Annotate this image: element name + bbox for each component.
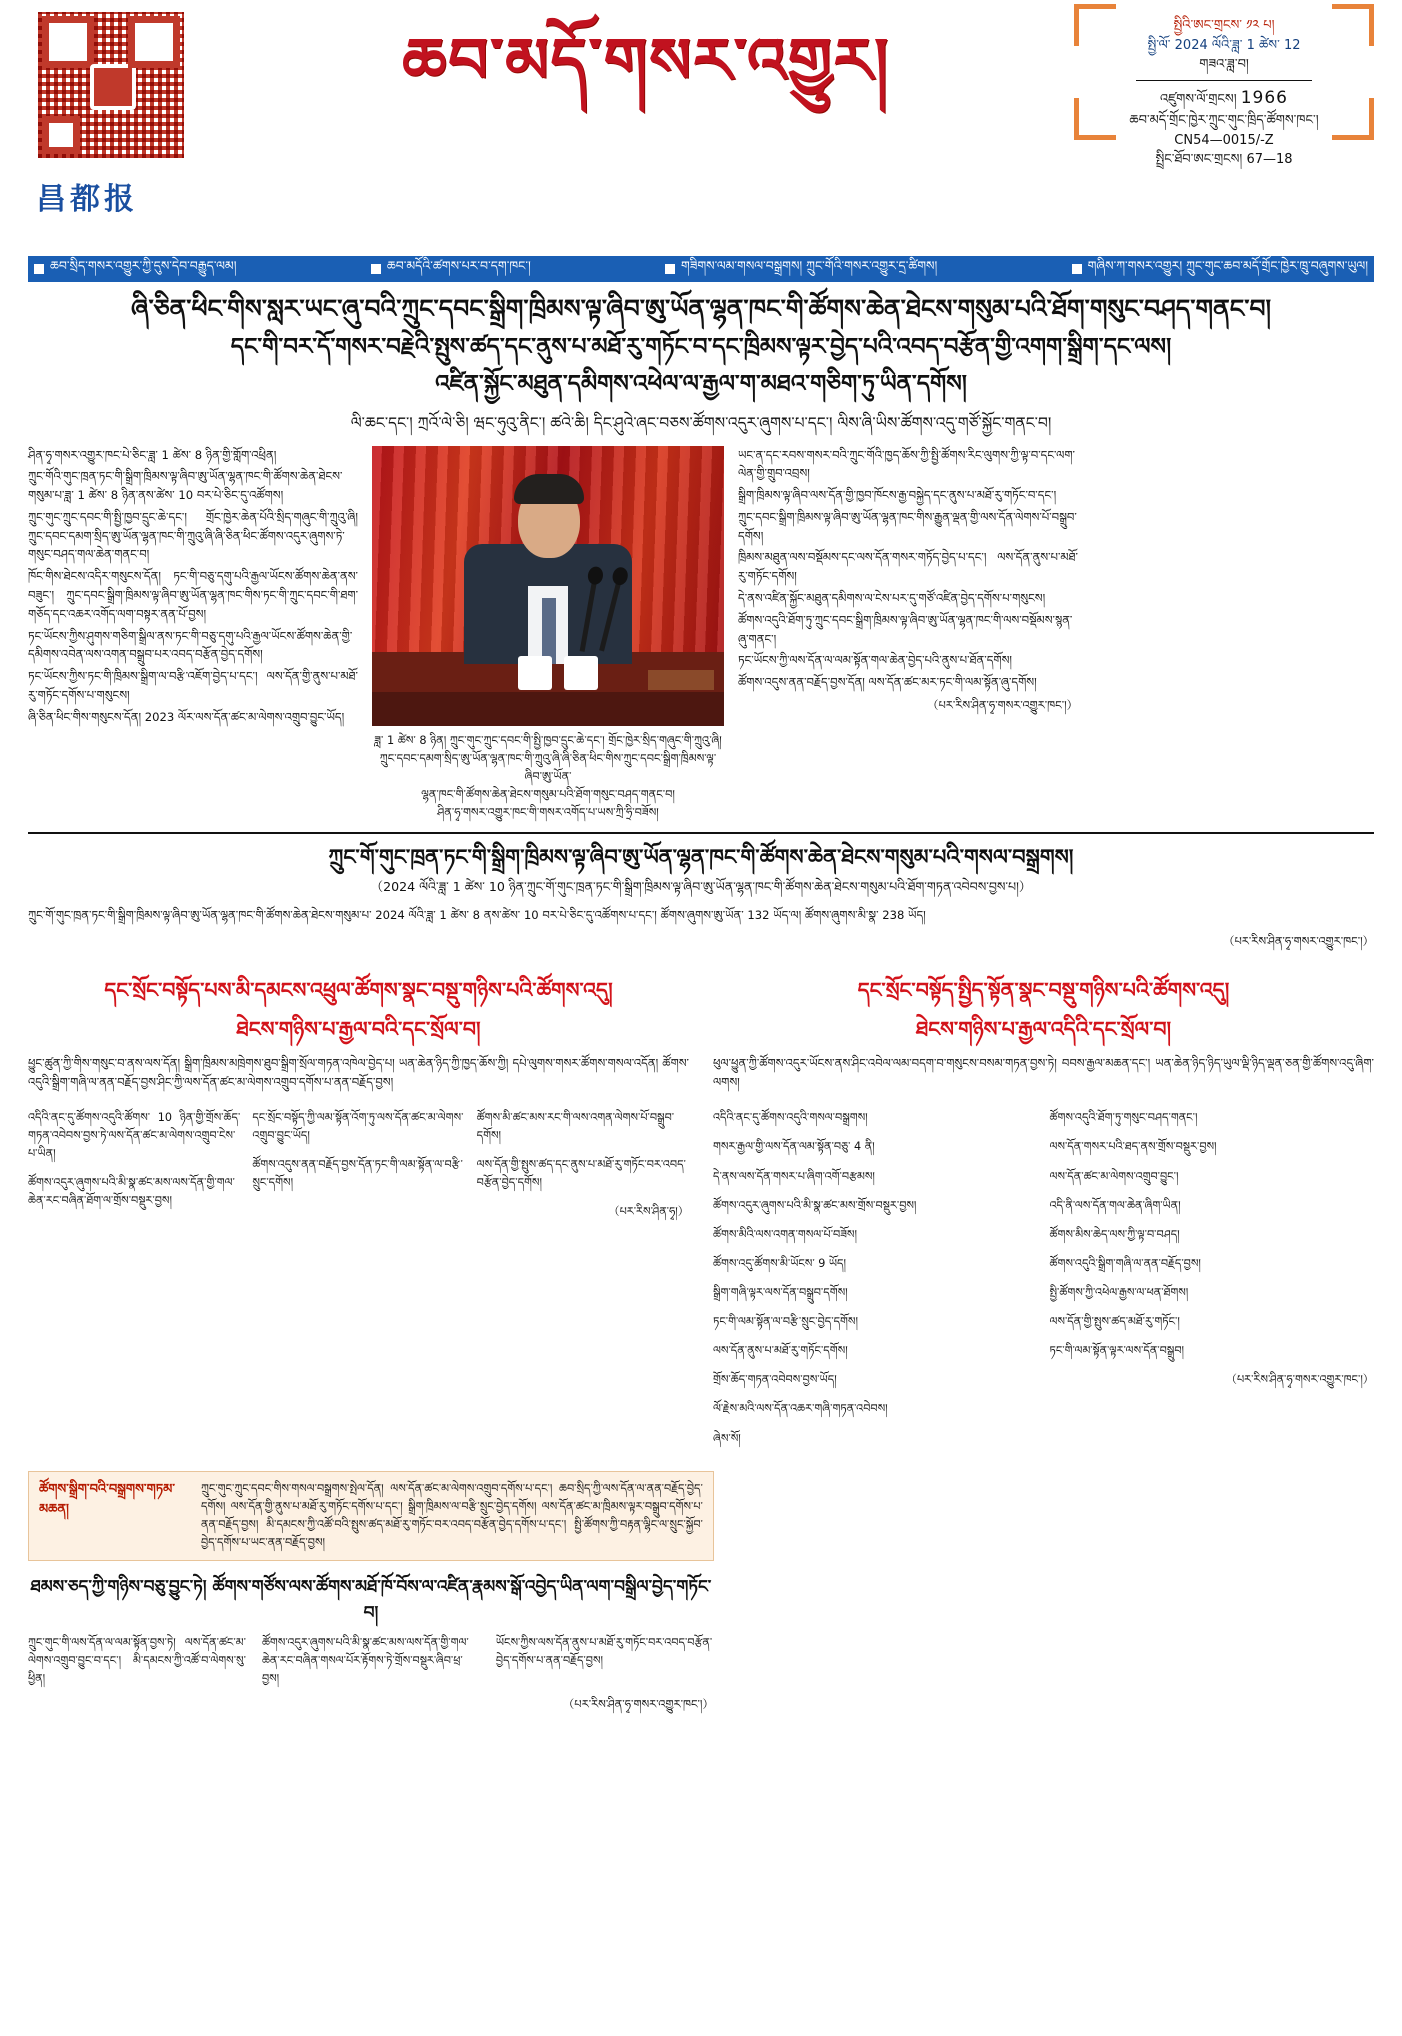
section-divider <box>28 832 1374 834</box>
paragraph: ཞེས་སོ། <box>713 1431 741 1445</box>
bottom-columns <box>28 1634 714 1688</box>
paragraph: ཚོགས་འདུར་ཞུགས་པའི་མི་སྣ་ཚང་མས་གྲོས་བསྡུར་བྱས། <box>713 1198 917 1212</box>
feature-left-col-2 <box>252 1098 464 1232</box>
ornament-bottom-left-icon <box>1074 98 1116 140</box>
paragraph: དེ་ནས་འཛིན་སྐྱོང་མཐུན་དམིགས་ལ་ངེས་པར་དུ་གཙོ་འཛིན་བྱེད་དགོས་པ་གསུངས། <box>738 591 1046 606</box>
paragraph: ཚོགས་འདུའི་ཐོག་ཏུ་གསུང་བཤད་གནང་། <box>1049 1111 1198 1125</box>
paragraph: སྒྲིག་ཁྲིམས་ལྟ་ཞིབ་ལས་དོན་གྱི་ཁྱབ་ཁོངས་རྒྱ་བསྐྱེད་དང་ནུས་པ་མཐོ་རུ་གཏོང་བ་དང་། <box>738 488 1057 503</box>
feature-stories <box>28 971 1374 1459</box>
masthead-meta <box>1074 0 1374 170</box>
bottom-col-3: ཡོངས་ཀྱིས་ལས་དོན་ནུས་པ་མཐོ་རུ་གཏོང་བར་འབད་བརྩོན་བྱེད་དགོས་པ་ནན་བརྗོད་བྱས། <box>495 1636 713 1668</box>
bullet-square-icon <box>665 264 675 274</box>
masthead <box>28 0 1374 252</box>
meta-year: 2024 <box>1174 37 1208 53</box>
nav-item-1-label: ཆབ་མདོའི་ཚགས་པར་བ་དག་ཁང་། <box>386 257 531 273</box>
photo-caption-line-1: ཟླ་ 1 ཚེས་ 8 ཉིན། ཀྲུང་གུང་ཀྲུང་དབང་གི་སྤྱི་ཁྱབ་དྲུང་ཆེ་དང་། གྲོང་ཁྱེར་སྲིད་གཞུང་གི་ཀྲུའུ་ཞི། <box>374 733 722 747</box>
paragraph: གསར་རྒྱལ་གྱི་ལས་དོན་ལམ་སྟོན་བཅུ་ 4 ནི། <box>713 1140 875 1154</box>
paragraph: ཁོང་གིས་ཐེངས་འདིར་གསུངས་དོན། ཏང་གི་བཅུ་དགུ་པའི་རྒྱལ་ཡོངས་ཚོགས་ཆེན་ནས་བཟུང་། ཀྲུང་དབང་སྒྲིག་ཁྲིམས་ལྟ་ཞིབ་ཨུ་ཡོན་ལྷན་ཁང་གིས་ཏང་གི་ཀྲུང་དབང་གི་ཐག་གཅོད་དང་འཆར་འགོད་ལག་བསྟར་ནན་པོ་བྱས། <box>28 569 358 621</box>
feature-left-col-3 <box>477 1098 689 1232</box>
paragraph: ཞི་ཅིན་ཕིང་གིས་གསུངས་དོན། 2023 ལོར་ལས་དོན་ཚང་མ་ལེགས་འགྲུབ་བྱུང་ཡོད། <box>28 709 345 724</box>
qr-block <box>28 0 218 218</box>
paragraph: ལས་དོན་གསར་པའི་ཐད་ནས་གྲོས་བསྡུར་བྱས། <box>1049 1140 1217 1154</box>
paragraph: འདི་ནི་ལས་དོན་གལ་ཆེན་ཞིག་ཡིན། <box>1049 1198 1181 1212</box>
second-story-headline: ཀྲུང་གོ་གུང་ཁྲན་ཏང་གི་སྒྲིག་ཁྲིམས་ལྟ་ཞིབ་ཨུ་ཡོན་ལྷན་ཁང་གི་ཚོགས་ཆེན་ཐེངས་གསུམ་པའི་གསལ་བསྒྲགས། <box>328 844 1074 869</box>
feature-right-title-line-1: དང་སྲོང་བསྟོད་སྤྱིད་སྟོན་སྣང་བསྡུ་གཉིས་པའི་ཚོགས་འདུ། <box>857 977 1230 1002</box>
photo-desk-front <box>372 692 724 726</box>
feature-right-signature: （པར་རིས་ཤིན་ཧྭ་གསར་འགྱུར་ཁང་།） <box>1225 1373 1374 1387</box>
notice-box <box>28 1471 714 1562</box>
feature-left-lead: ཕྱུང་ཚུན་ཀྱི་གིས་གསུང་བ་ནས་ལས་དོན། སྒྲིག་ཁྲིམས་མཁྲེགས་ཐུབ་སྒྲིག་སྲོལ་གཏན་འཁེལ་བྱེད་པ། ཡན་ཆེན་ཉིད་ཀྱི་ཁྱད་ཆོས་ཀྱི། དཔེ་ལུགས་གསར་ཚོགས་གསལ་འདོན། ཚོགས་འདུའི་སྒྲིག་གཞི་ལ་ནན་བརྗོད་བྱས་ཤིང་ཀྱི་ལས་དོན་ཚང་མ་ལེགས་འགྲུབ་དགོས་པ་ནན་བརྗོད་བྱས། <box>28 1056 689 1090</box>
bullet-square-icon <box>371 264 381 274</box>
paragraph: འདིའི་ནང་དུ་ཚོགས་འདུའི་གསལ་བསྒྲགས། <box>713 1111 868 1125</box>
photo-teacup <box>518 656 552 690</box>
paragraph: ལས་དོན་ཚང་མ་ལེགས་འགྲུབ་བྱུང་། <box>1049 1169 1179 1183</box>
paragraph: ལས་དོན་གྱི་སྤུས་ཚད་མཐོ་རུ་གཏོང་། <box>1049 1315 1180 1329</box>
meta-founded-year: 1966 <box>1240 87 1288 108</box>
feature-right-col-1 <box>713 1098 1038 1459</box>
ornament-bottom-right-icon <box>1332 98 1374 140</box>
bottom-split <box>28 1459 1374 1724</box>
paragraph: ཏང་གི་ལམ་སྟོན་ལ་བརྩི་སྲུང་བྱེད་དགོས། <box>713 1315 858 1329</box>
masthead-chinese-title: 昌都报 <box>36 182 138 217</box>
meta-issue-serial: སྤྱིའི་ཨང་གྲངས་ ༡༢ པ། <box>1173 18 1275 33</box>
bottom-col-2: ཚོགས་འདུར་ཞུགས་པའི་མི་སྣ་ཚང་མས་ལས་དོན་གྱི་གལ་ཆེན་རང་བཞིན་གསལ་པོར་རྟོགས་ཏེ་གྲོས་བསྡུར་ཞིབ་ཕྲ་བྱས། <box>261 1636 469 1686</box>
photo-teacup <box>564 656 598 690</box>
photo-caption-line-3: ལྷན་ཁང་གི་ཚོགས་ཆེན་ཐེངས་གསུམ་པའི་ཐོག་གསུང་བཤད་གནང་བ། <box>421 787 675 801</box>
meta-cn-code: CN54—0015/-Z <box>1174 132 1274 148</box>
paragraph: ཀྲུང་དབང་སྒྲིག་ཁྲིམས་ལྟ་ཞིབ་ཨུ་ཡོན་ལྷན་ཁང་གིས་རྒྱུན་ལྡན་གྱི་ལས་དོན་ལེགས་པོ་བསྒྲུབ་དགོས། <box>738 509 1077 543</box>
bottom-col-1: ཀྲུང་གུང་གི་ལས་དོན་ལ་ལམ་སྟོན་བྱས་ཏེ། ལས་དོན་ཚང་མ་ལེགས་འགྲུབ་བྱུང་བ་དང་། མི་དམངས་ཀྱི་འཚོ་བ་ལེགས་སུ་ཕྱིན། <box>28 1636 246 1686</box>
bullet-square-icon <box>1072 264 1082 274</box>
paragraph: སྤྱི་ཚོགས་ཀྱི་འཕེལ་རྒྱས་ལ་ཕན་ཐོགས། <box>1049 1286 1189 1300</box>
paragraph: དང་སྲོང་བསྟོད་ཀྱི་ལམ་སྟོན་འོག་ཏུ་ལས་དོན་ཚང་མ་ལེགས་འགྲུབ་བྱུང་ཡོད། <box>252 1111 464 1143</box>
bottom-right-pane <box>738 1459 1374 1724</box>
feature-story-left <box>28 971 689 1459</box>
second-story-subline: （2024 ལོའི་ཟླ་ 1 ཚེས་ 10 ཉིན་ཀྲུང་གོ་གུང་ཁྲན་ཏང་གི་སྒྲིག་ཁྲིམས་ལྟ་ཞིབ་ཨུ་ཡོན་ལྷན་ཁང་གི་ཚོགས་ཆེན་ཐེངས་གསུམ་པའི་ཐོག་གཏན་འབེབས་བྱས་པ།） <box>370 879 1032 895</box>
meta-divider <box>1136 80 1312 81</box>
paragraph: ཚོགས་འདུས་ནན་བརྗོད་བྱས་དོན། ལས་དོན་ཚང་མར་ཏང་གི་ལམ་སྟོན་ཞུ་དགོས། <box>738 675 1037 690</box>
feature-right-columns <box>713 1098 1374 1459</box>
photo-credit: ཤིན་ཧྭ་གསར་འགྱུར་ཁང་གི་གསར་འགོད་པ་ཡས་ཀྲི་ཧྲི་བཟོས། <box>437 805 659 819</box>
bottom-signature: （པར་རིས་ཤིན་ཧྭ་གསར་འགྱུར་ཁང་།） <box>562 1697 714 1712</box>
paragraph: ཁྲིམས་མཐུན་ལས་བསྡོམས་དང་ལས་དོན་གསར་གཏོད་བྱེད་པ་དང་། ལས་དོན་ནུས་པ་མཐོ་རུ་གཏོང་དགོས། <box>738 550 1078 584</box>
notice-title: ཚོགས་སྒྲིག་བའི་བསྒྲགས་གཏམ་མཆན། <box>39 1481 175 1517</box>
second-story-paragraph: ཀྲུང་གོ་གུང་ཁྲན་ཏང་གི་སྒྲིག་ཁྲིམས་ལྟ་ཞིབ་ཨུ་ཡོན་ལྷན་ཁང་གི་ཚོགས་ཆེན་ཐེངས་གསུམ་པ་ 2024 ལོའི་ཟླ་ 1 ཚེས་ 8 ནས་ཚེས་ 10 བར་པེ་ཅིང་དུ་འཚོགས་པ་དང་། ཚོགས་ཞུགས་ཨུ་ཡོན་ 132 ཡོད་ལ། ཚོགས་ཞུགས་མི་སྣ་ 238 ཡོད། <box>28 907 926 922</box>
photo-caption-line-2: ཀྲུང་དབང་དམག་སྲིད་ཨུ་ཡོན་ལྷན་ཁང་གི་ཀྲུའུ་ཞི་ཞི་ཅིན་ཕིང་གིས་ཀྲུང་དབང་སྒྲིག་ཁྲིམས་ལྟ་ཞིབ་ཨུ་ཡོན་ <box>379 751 717 783</box>
lead-attendees-line: ལི་ཆང་དང་། ཀྲའོ་ལེ་ཅི། ཝང་ཧུའུ་ནིང་། ཚའེ་ཆི། དིང་ཤུའེ་ཞང་བཅས་ཚོགས་འདུར་ཞུགས་པ་དང་། ལིས་ཞི་ཡིས་ཚོགས་འདུ་གཙོ་སྐྱོང་གནང་བ། <box>350 413 1052 432</box>
meta-postal-label: སྤྲིང་ཐོབ་ཨང་གྲངས། <box>1155 152 1243 167</box>
nav-item-1[interactable] <box>365 252 537 287</box>
notice-body: ཀྲུང་གུང་ཀྲུང་དབང་གིས་གསལ་བསྒྲགས་སྤེལ་དོན། ལས་དོན་ཚང་མ་ལེགས་འགྲུབ་དགོས་པ་དང་། ཆབ་སྲིད་ཀྱི་ལས་དོན་ལ་ནན་བརྗོད་བྱེད་དགོས། ལས་དོན་གྱི་ནུས་པ་མཐོ་རུ་གཏོང་དགོས་པ་དང་། སྒྲིག་ཁྲིམས་ལ་བརྩི་སྲུང་བྱེད་དགོས། ལས་དོན་ཚང་མ་ཁྲིམས་ལྟར་བསྒྲུབ་དགོས་པ་ནན་བརྗོད་བྱས། མི་དམངས་ཀྱི་འཚོ་བའི་སྤུས་ཚད་མཐོ་རུ་གཏོང་བར་འབད་བརྩོན་བྱེད་དགོས་པ་དང་། སྤྱི་ཚོགས་ཀྱི་བརྟན་ལྷིང་ལ་སྲུང་སྐྱོབ་བྱེད་དགོས་པ་ཡང་ནན་བརྗོད་བྱས། <box>201 1481 703 1550</box>
feature-story-right <box>713 971 1374 1459</box>
bottom-left-pane <box>28 1459 714 1724</box>
feature-left-col-1 <box>28 1098 240 1232</box>
lead-subheadline-2: འཛིན་སྐྱོང་མཐུན་དམིགས་འཕེལ་ལ་རྒྱལ་ག་མཐའ་གཅིག་ཏུ་ཡིན་དགོས། <box>435 371 967 398</box>
paragraph: ཚོགས་མིས་ཆེད་ལས་ཀྱི་ལྟ་བ་བཤད། <box>1049 1227 1180 1241</box>
paragraph: ཚོགས་འདུ་ཚོགས་མི་ཡོངས་ 9 ཡོད། <box>713 1256 846 1270</box>
feature-left-title-line-2: ཐེངས་གཉིས་པ་རྒྱལ་བའི་དང་སྲོལ་བ། <box>236 1017 481 1042</box>
paragraph: ཏང་ཡོངས་ཀྱི་ལས་དོན་ལ་ལམ་སྟོན་གལ་ཆེན་བྱེད་པའི་ནུས་པ་ཐོན་དགོས། <box>738 653 1012 668</box>
paragraph: དེ་ནས་ལས་དོན་གསར་པ་ཞིག་འགོ་བརྩམས། <box>713 1169 875 1183</box>
second-story-signature: （པར་རིས་ཤིན་ཧྭ་གསར་འགྱུར་ཁང་།） <box>1223 933 1374 948</box>
paragraph: ལས་དོན་གྱི་སྤུས་ཚད་དང་ནུས་པ་མཐོ་རུ་གཏོང་བར་འབད་བརྩོན་བྱེད་དགོས། <box>476 1158 686 1190</box>
meta-month-day: ལོའི་ཟླ་ 1 ཚེས་ <box>1211 37 1280 53</box>
meta-weekday: གཟའ་ཟླ་བ། <box>1199 57 1249 72</box>
feature-right-lead: ཕུལ་ཕྱུན་ཀྱི་ཚོགས་འདུར་ཡོངས་ནས་ཤིང་འབེལ་ལམ་བདག་བ་གསུངས་བསམ་གཏན་བྱས་ཏེ། བབས་རྒྱལ་མཆན་དང་། ཡན་ཆེན་ཉིད་ཉིད་ཡུལ་ལྡི་ཉིད་ལྡན་ཅན་གྱི་ཚོགས་འདུ་ཞིག་ལགས། <box>713 1056 1374 1090</box>
meta-founded-label: འཛུགས་ལོ་གྲངས། <box>1159 91 1237 107</box>
meta-postal-code: 67—18 <box>1246 152 1293 167</box>
photo-caption <box>372 732 724 822</box>
ornament-top-right-icon <box>1332 4 1374 46</box>
navigation-bar <box>28 256 1374 282</box>
bullet-square-icon <box>34 264 44 274</box>
paragraph: ཚོགས་འདུར་ཞུགས་པའི་མི་སྣ་ཚང་མས་ལས་དོན་གྱི་གལ་ཆེན་རང་བཞིན་ཐོག་ལ་གྲོས་བསྡུར་བྱས། <box>28 1176 235 1208</box>
lead-story-right-column <box>738 446 1078 715</box>
photo-subject-hair <box>514 474 584 504</box>
lead-story-signature: （པར་རིས་ཤིན་ཧྭ་གསར་འགྱུར་ཁང་།） <box>927 697 1078 712</box>
paragraph: ཚོགས་འདུའི་ཐོག་ཏུ་ཀྲུང་དབང་སྒྲིག་ཁྲིམས་ལྟ་ཞིབ་ཨུ་ཡོན་ལྷན་ཁང་གི་ལས་བསྡོམས་སྙན་ཞུ་གནང་། <box>738 612 1073 646</box>
feature-left-title-line-1: དང་སྲོང་བསྟོད་པས་མི་དམངས་འཕྲུལ་ཚོགས་སྣང་བསྡུ་གཉིས་པའི་ཚོགས་འདུ། <box>104 977 613 1002</box>
lead-story-columns <box>28 446 1374 822</box>
nav-item-0-label: ཆབ་སྲིད་གསར་འགྱུར་ཀྱི་དུས་དེབ་བརྒྱུད་ལམ། <box>50 257 237 273</box>
paragraph: འདིའི་ནང་དུ་ཚོགས་འདུའི་ཚོགས་ 10 ཉིན་གྱི་གྲོས་ཆོད་གཏན་འབེབས་བྱས་ཏེ་ལས་དོན་ཚང་མ་ལེགས་འགྲུབ་ངེས་པ་ཡིན། <box>28 1111 241 1161</box>
meta-year-prefix: སྤྱི་ལོ་ <box>1147 37 1171 53</box>
paragraph: ཏང་གི་ལམ་སྟོན་ལྟར་ལས་དོན་བསྒྲུབ། <box>1049 1344 1185 1358</box>
lead-photo <box>372 446 724 726</box>
lead-photo-block <box>372 446 724 822</box>
meta-issue-number: 12 <box>1283 37 1301 53</box>
lead-headline: ཞི་ཅིན་ཕིང་གིས་སླར་ཡང་ཞུ་བའི་ཀྲུང་དབང་སྒྲིག་ཁྲིམས་ལྟ་ཞིབ་ཨུ་ཡོན་ལྷན་ཁང་གི་ཚོགས་ཆེན་ཐེངས་གསུམ་པའི་ཐོག་གསུང་བཤད་གནང་བ། <box>130 294 1272 323</box>
paragraph: ཡང་ན་དང་རབས་གསར་བའི་ཀྲུང་གོའི་ཁྱད་ཆོས་ཀྱི་སྤྱི་ཚོགས་རིང་ལུགས་ཀྱི་ལྟ་བ་དང་ལག་ལེན་གྱི་གྲུབ་འབྲས། <box>738 447 1075 481</box>
paragraph: ཚོགས་མིའི་ལས་འགན་གསལ་པོ་བཟོས། <box>713 1227 857 1241</box>
paragraph: ཀྲུང་གུང་ཀྲུང་དབང་གི་སྤྱི་ཁྱབ་དྲུང་ཆེ་དང་། གྲོང་ཁྱེར་ཆེན་པོའི་སྲིད་གཞུང་གི་ཀྲུའུ་ཞི། ཀྲུང་དབང་དམག་སྲིད་ཨུ་ཡོན་ལྷན་ཁང་གི་ཀྲུའུ་ཞི་ཞི་ཅིན་ཕིང་ཚོགས་འདུར་ཞུགས་ཏེ་གསུང་བཤད་གལ་ཆེན་གནང་བ། <box>28 509 358 562</box>
lead-subheadline-1: དང་གི་བར་དོ་གསར་བརྗེའི་སྤུས་ཚད་དང་ནུས་པ་མཐོ་རུ་གཏོང་བ་དང་ཁྲིམས་ལྟར་བྱེད་པའི་འབད་བརྩོན་གྱི་འགག་སྒྲིག་དང་ལས། <box>230 333 1172 360</box>
qr-code[interactable] <box>36 10 186 160</box>
newspaper-title: ཆབ་མདོ་གསར་འགྱུར། <box>402 24 890 97</box>
paragraph: ཏང་ཡོངས་ཀྱིས་ཏང་གི་ཁྲིམས་སྒྲིག་ལ་བརྩི་འཇོག་བྱེད་པ་དང་། ལས་དོན་གྱི་ནུས་པ་མཐོ་རུ་གཏོང་དགོས་པ་གསུངས། <box>28 669 358 702</box>
lead-story-left-column <box>28 446 358 730</box>
photo-subject-tie <box>542 598 556 664</box>
feature-left-columns <box>28 1098 689 1232</box>
ornament-top-left-icon <box>1074 4 1116 46</box>
nav-item-2[interactable] <box>659 252 943 287</box>
paragraph: ཏང་ཡོངས་ཀྱིས་ཤུགས་གཅིག་སྒྲིལ་ནས་ཏང་གི་བཅུ་དགུ་པའི་རྒྱལ་ཡོངས་ཚོགས་ཆེན་གྱི་དམིགས་འབེན་ལས་འགན་བསྒྲུབ་པར་འབད་བརྩོན་བྱེད་དགོས། <box>28 628 353 662</box>
photo-nameplate <box>648 670 714 690</box>
bottom-headline: ཐམས་ཅད་ཀྱི་གཉིས་བཅུ་བྱུང་ཏེ། ཚོགས་གཙོས་ལས་ཚོགས་མཐོ་ཁོ་བོས་ལ་འཛིན་རྣམས་སྒོ་འབྱེད་ཡིན་ལག་བསྒྲིལ་བྱེད་གཏོང་བ། <box>30 1577 712 1623</box>
paragraph: ཚོགས་འདུས་ནན་བརྗོད་བྱས་དོན་ཏང་གི་ལམ་སྟོན་ལ་བརྩི་སྲུང་དགོས། <box>252 1158 463 1190</box>
paragraph: སྒྲིག་གཞི་ལྟར་ལས་དོན་བསྒྲུབ་དགོས། <box>713 1286 848 1300</box>
nav-item-2-label: གཟིགས་ལམ་གསལ་བསྒྲགས། ཀྲུང་གོའི་གསར་འགྱུར་དྲ་ཚིགས། <box>681 257 938 273</box>
masthead-title-block <box>218 0 1074 97</box>
feature-right-col-2 <box>1050 1098 1375 1459</box>
paragraph: ཤིན་ཧྭ་གསར་འགྱུར་ཁང་པེ་ཅིང་ཟླ་ 1 ཚེས་ 8 ཉིན་གྱི་གློག་འཕྲིན། <box>28 447 277 462</box>
paragraph: ལས་དོན་ནུས་པ་མཐོ་རུ་གཏོང་དགོས། <box>713 1344 848 1358</box>
paragraph: ཚོགས་མི་ཚང་མས་རང་གི་ལས་འགན་ལེགས་པོ་བསྒྲུབ་དགོས། <box>476 1111 675 1143</box>
paragraph: ལོ་རྗེས་མའི་ལས་དོན་འཆར་གཞི་གཏན་འབེབས། <box>713 1402 888 1416</box>
paragraph: ཚོགས་འདུའི་སྒྲིག་གཞི་ལ་ནན་བརྗོད་བྱས། <box>1049 1256 1201 1270</box>
feature-right-title-line-2: ཐེངས་གཉིས་པ་རྒྱལ་འདིའི་དང་སྲོལ་བ། <box>915 1017 1172 1042</box>
nav-item-3[interactable] <box>1066 252 1374 287</box>
paragraph: གྲོས་ཆོད་གཏན་འབེབས་བྱས་ཡོད། <box>713 1373 837 1387</box>
feature-left-signature: （པར་རིས་ཤིན་ཧྭ།） <box>608 1205 689 1219</box>
nav-item-3-label: གཞིས་ཀ་གསར་འགྱུར། ཀྲུང་གུང་ཆབ་མདོ་གྲོང་ཁྱེར་ཁྲུ་བཞུགས་ཡུལ། <box>1087 257 1369 273</box>
nav-item-0[interactable] <box>28 252 242 287</box>
paragraph: ཀྲུང་གོའི་གུང་ཁྲན་ཏང་གི་སྒྲིག་ཁྲིམས་ལྟ་ཞིབ་ཨུ་ཡོན་ལྷན་ཁང་གི་ཚོགས་ཆེན་ཐེངས་གསུམ་པ་ཟླ་ 1 ཚེས་ 8 ཉིན་ནས་ཚེས་ 10 བར་པེ་ཅིང་དུ་འཚོགས། <box>28 469 343 503</box>
meta-publisher: ཆབ་མདོ་གྲོང་ཁྱེར་ཀྲུང་གུང་ཁྲིད་ཚོགས་ཁང་། <box>1129 113 1319 128</box>
